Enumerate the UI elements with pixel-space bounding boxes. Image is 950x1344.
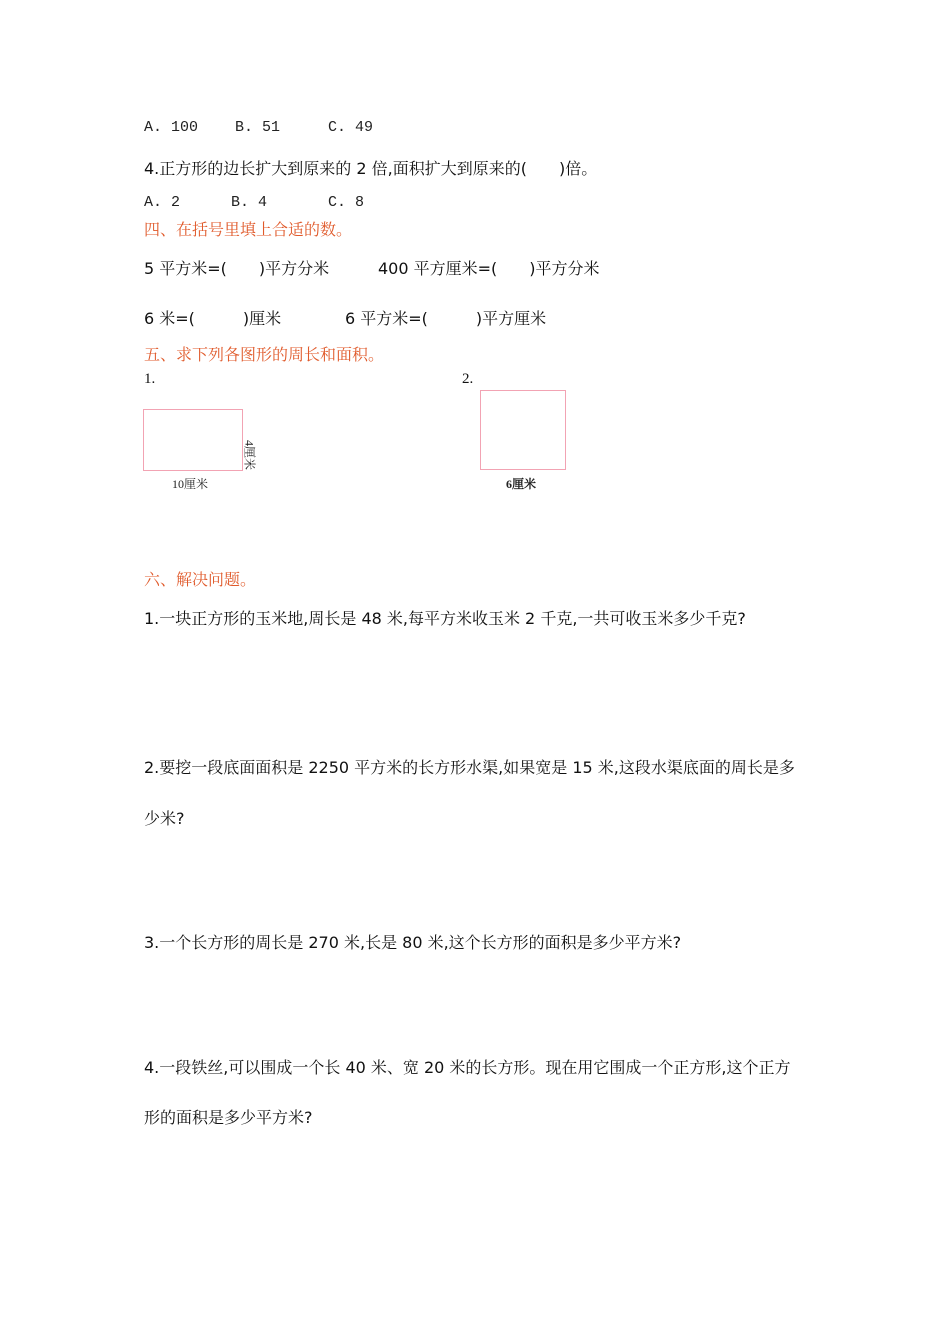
problem-4-line-1: 4.一段铁丝,可以围成一个长 40 米、宽 20 米的长方形。现在用它围成一个正方形,这个正方 (144, 1058, 791, 1077)
square-bottom-label: 6厘米 (506, 477, 537, 491)
figure-1-label: 1. (144, 371, 156, 387)
question-4: 4.正方形的边长扩大到原来的 2 倍,面积扩大到原来的( )倍。 (144, 159, 598, 178)
square-figure (480, 390, 566, 470)
fill-item-1: 5 平方米=( )平方分米 (144, 259, 330, 278)
q3-option-b: B. 51 (235, 119, 281, 136)
q3-option-c: C. 49 (328, 119, 374, 136)
rectangle-figure (143, 409, 243, 471)
section-6-title: 六、解决问题。 (144, 570, 257, 589)
fill-item-3: 6 米=( )厘米 (144, 309, 282, 328)
section-4-title: 四、在括号里填上合适的数。 (144, 220, 353, 239)
fill-item-2: 400 平方厘米=( )平方分米 (378, 259, 600, 278)
rectangle-bottom-label: 10厘米 (172, 477, 209, 491)
problem-1: 1.一块正方形的玉米地,周长是 48 米,每平方米收玉米 2 千克,一共可收玉米多少千克? (144, 609, 746, 628)
q4-option-a: A. 2 (144, 194, 181, 211)
problem-4-line-2: 形的面积是多少平方米? (144, 1108, 313, 1127)
q4-option-c: C. 8 (328, 194, 365, 211)
figure-2-label: 2. (462, 371, 474, 387)
problem-2-line-2: 少米? (144, 809, 185, 828)
rectangle-side-label: 4厘米 (242, 440, 257, 471)
q3-option-a: A. 100 (144, 119, 199, 136)
problem-2-line-1: 2.要挖一段底面面积是 2250 平方米的长方形水渠,如果宽是 15 米,这段水渠底面的周长是多 (144, 758, 795, 777)
q4-option-b: B. 4 (231, 194, 268, 211)
fill-item-4: 6 平方米=( )平方厘米 (345, 309, 547, 328)
section-5-title: 五、求下列各图形的周长和面积。 (144, 345, 385, 364)
problem-3: 3.一个长方形的周长是 270 米,长是 80 米,这个长方形的面积是多少平方米? (144, 933, 682, 952)
